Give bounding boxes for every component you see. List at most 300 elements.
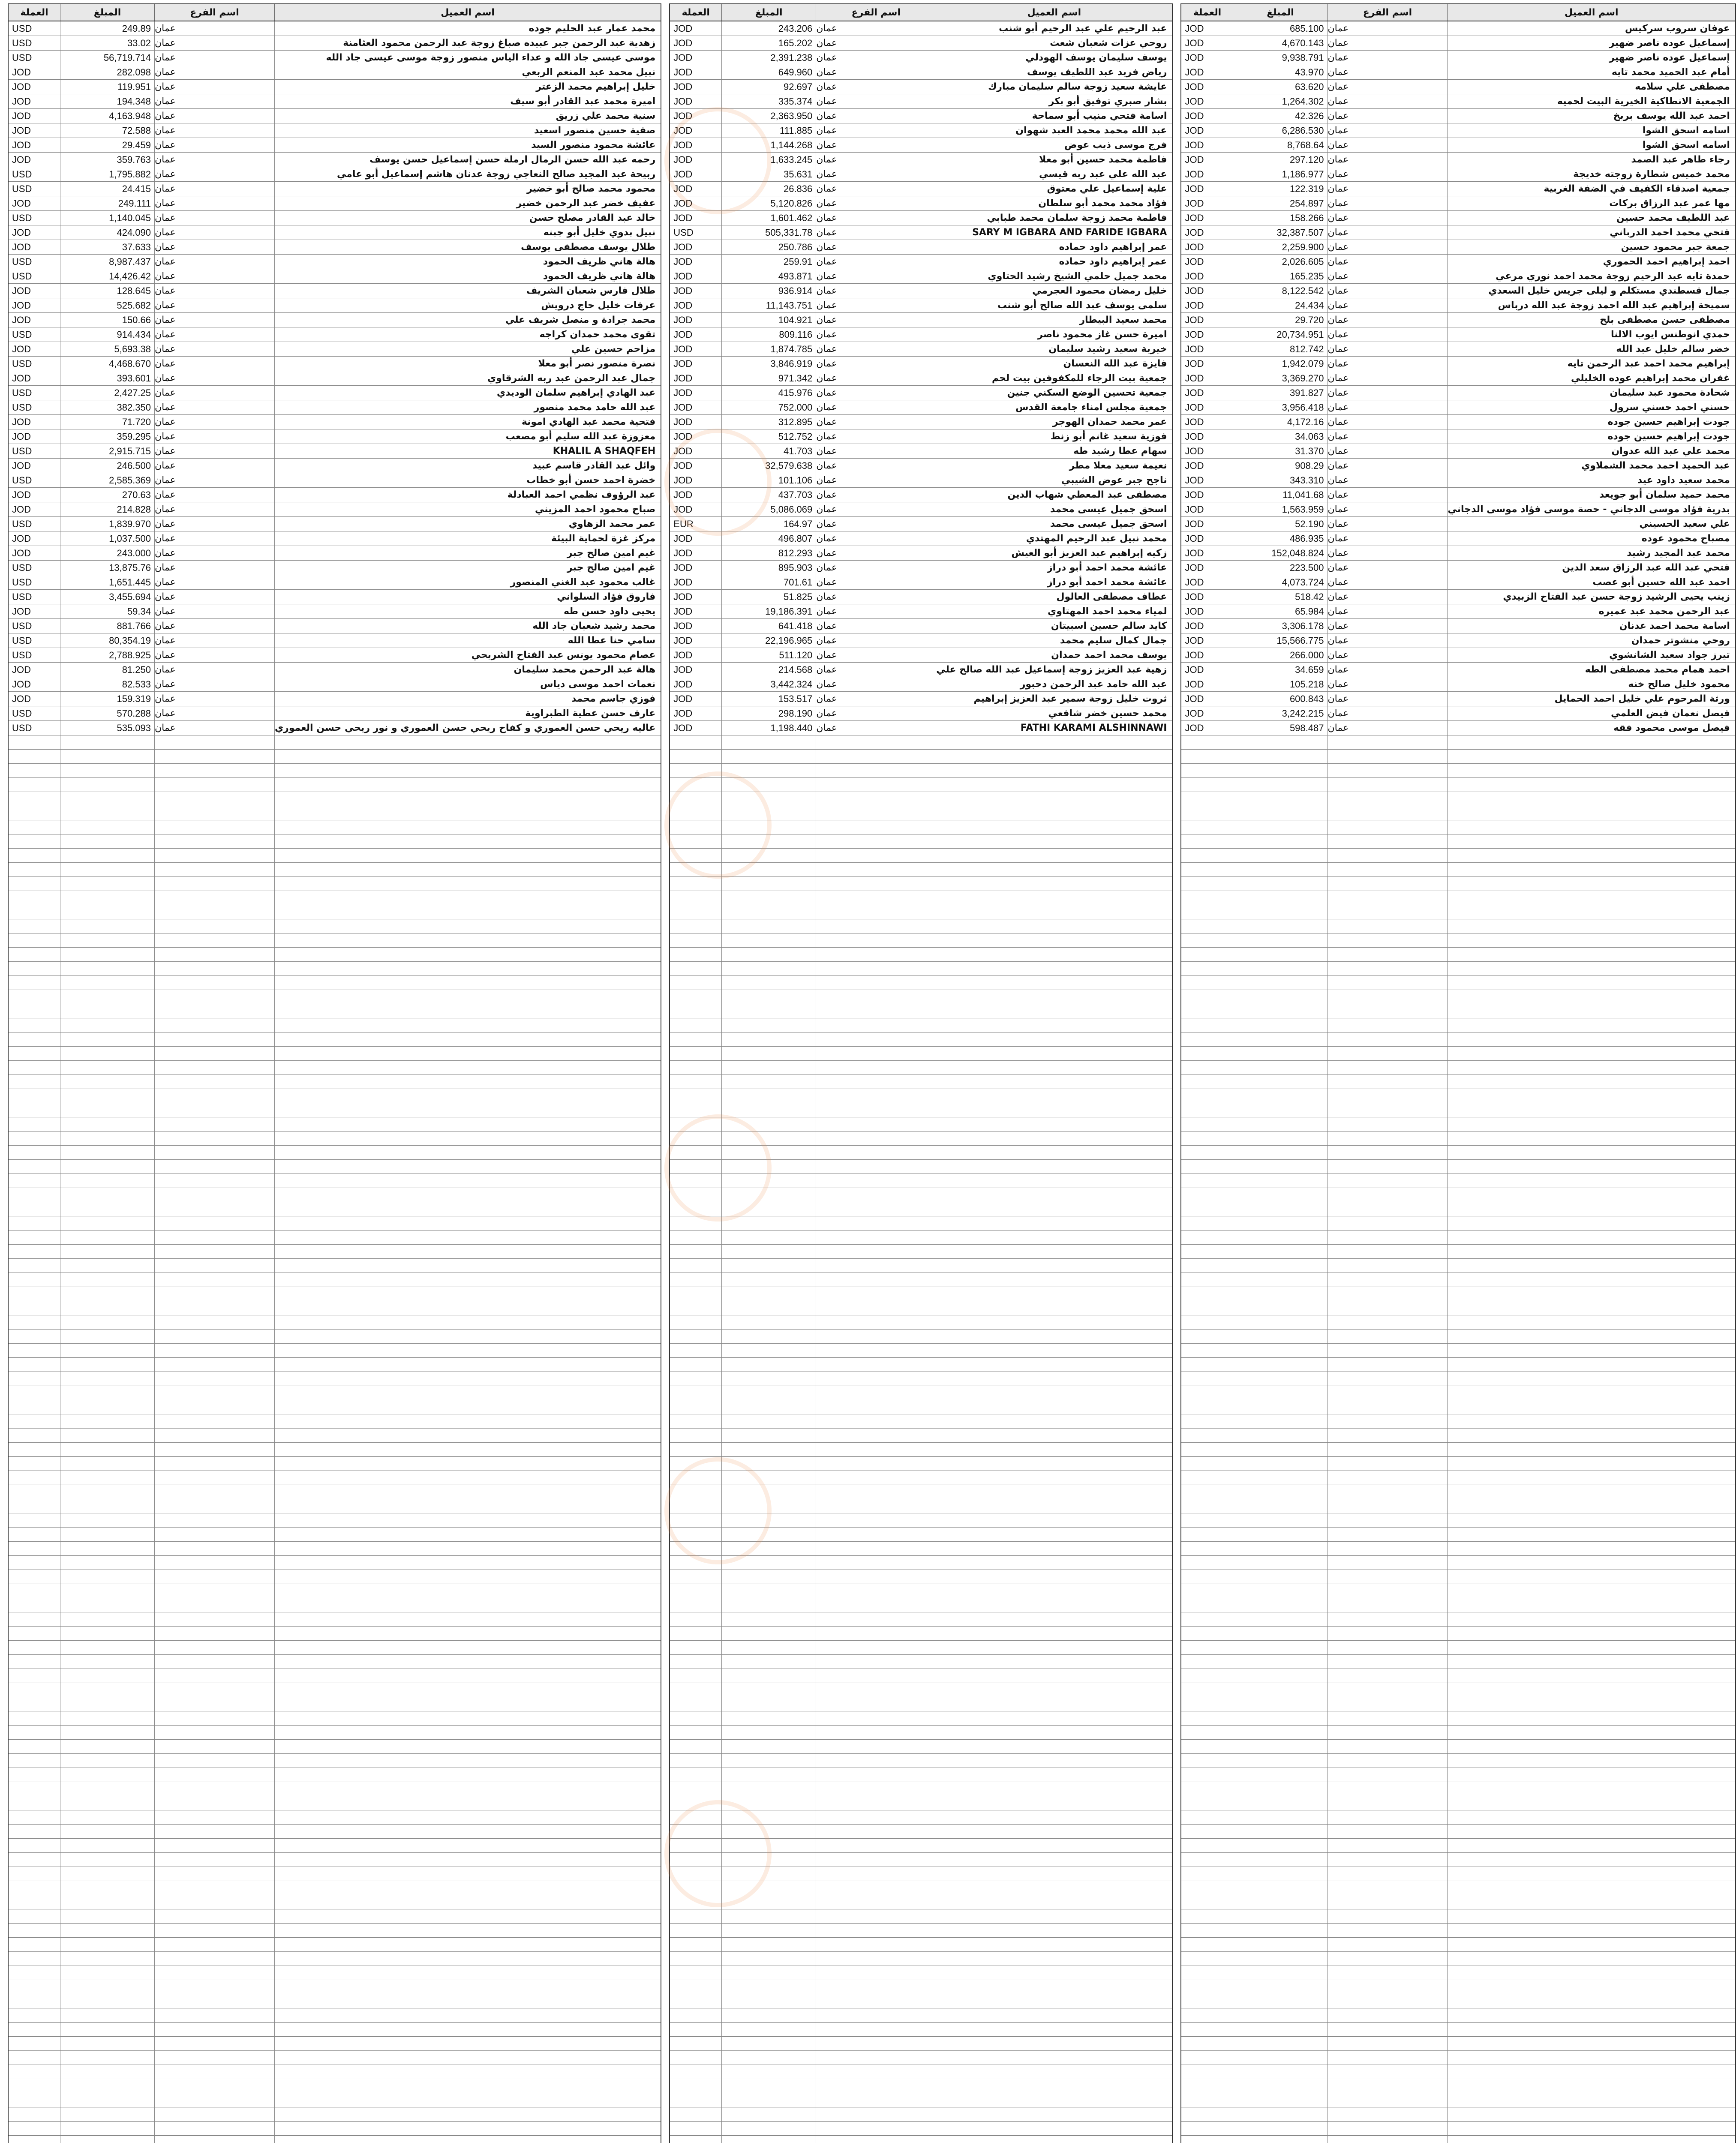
amount-cell: 2,026.605 xyxy=(1233,255,1327,269)
currency-cell: JOD xyxy=(1185,518,1204,529)
branch-cell: عمان xyxy=(1327,721,1447,735)
amount-cell: 415.976 xyxy=(721,386,816,400)
currency-cell: JOD xyxy=(673,81,693,92)
currency-cell: JOD xyxy=(673,474,693,486)
amount-cell: 9,938.791 xyxy=(1233,51,1327,65)
branch-cell: عمان xyxy=(816,36,936,50)
client-name-cell: فتحي محمد احمد الدرباني xyxy=(1447,225,1735,240)
currency-cell: JOD xyxy=(1185,96,1204,107)
client-name-cell: سلمى يوسف عبد الله صالح أبو شنب xyxy=(936,298,1172,312)
client-name-cell: محمد رشيد شعبان جاد الله xyxy=(274,619,661,633)
branch-cell: عمان xyxy=(1327,459,1447,473)
branch-cell: عمان xyxy=(154,386,274,400)
header-amount: المبلغ xyxy=(1233,4,1327,21)
client-name-cell: طلال يوسف مصطفى يوسف xyxy=(274,240,661,254)
table-row xyxy=(1181,269,1735,284)
client-name-cell: SARY M IGBARA AND FARIDE IGBARA xyxy=(936,225,1172,240)
currency-cell: JOD xyxy=(1185,693,1204,704)
branch-cell: عمان xyxy=(154,677,274,691)
table-row xyxy=(1181,590,1735,604)
table-body xyxy=(1181,21,1735,2143)
branch-cell: عمان xyxy=(154,94,274,108)
table-row xyxy=(9,80,661,94)
branch-cell: عمان xyxy=(816,619,936,633)
client-name-cell: عائشة محمد احمد أبو دراز xyxy=(936,561,1172,575)
amount-cell: 881.766 xyxy=(60,619,154,633)
currency-cell: JOD xyxy=(673,402,693,413)
branch-cell: عمان xyxy=(1327,342,1447,356)
branch-cell: عمان xyxy=(816,604,936,618)
currency-cell: JOD xyxy=(12,300,31,311)
amount-cell: 2,259.900 xyxy=(1233,240,1327,254)
client-name-cell: عمر إبراهيم داود حماده xyxy=(936,255,1172,269)
amount-cell: 13,875.76 xyxy=(60,561,154,575)
amount-cell: 2,788.925 xyxy=(60,648,154,662)
table-row xyxy=(1181,196,1735,211)
currency-cell: JOD xyxy=(12,431,31,442)
header-amount: المبلغ xyxy=(721,4,816,21)
amount-cell: 214.568 xyxy=(721,663,816,677)
branch-cell: عمان xyxy=(1327,94,1447,108)
client-name-cell: نعمات احمد موسى دياس xyxy=(274,677,661,691)
table-row xyxy=(1181,313,1735,327)
client-name-cell: محمد علي عبد الله عدوان xyxy=(1447,444,1735,458)
client-name-cell: يوسف سليمان يوسف الهودلي xyxy=(936,51,1172,65)
amount-cell: 486.935 xyxy=(1233,531,1327,546)
table-row xyxy=(1181,400,1735,415)
client-name-cell: بشار صبري توفيق أبو بكر xyxy=(936,94,1172,108)
table-row xyxy=(670,663,1172,677)
client-name-cell: وائل عبد القادر قاسم عبيد xyxy=(274,459,661,473)
table-row xyxy=(670,211,1172,225)
client-name-cell: عبد الله علي عبد ربه قيسي xyxy=(936,167,1172,181)
client-name-cell: عفيف خضر عبد الرحمن خضير xyxy=(274,196,661,210)
amount-cell: 391.827 xyxy=(1233,386,1327,400)
table-row xyxy=(9,706,661,721)
client-name-cell: اسحق جميل عيسى محمد xyxy=(936,517,1172,531)
table-row xyxy=(1181,342,1735,357)
branch-cell: عمان xyxy=(1327,517,1447,531)
branch-cell: عمان xyxy=(1327,604,1447,618)
table-row xyxy=(1181,415,1735,429)
currency-cell: JOD xyxy=(12,198,31,209)
branch-cell: عمان xyxy=(154,36,274,50)
amount-cell: 971.342 xyxy=(721,371,816,385)
client-name-cell: مصطفى حسن مصطفى بلح xyxy=(1447,313,1735,327)
amount-cell: 249.111 xyxy=(60,196,154,210)
branch-cell: عمان xyxy=(1327,692,1447,706)
branch-cell: عمان xyxy=(816,342,936,356)
client-name-cell: خالد عبد القادر مصلح حسن xyxy=(274,211,661,225)
amount-cell: 34.063 xyxy=(1233,429,1327,444)
amount-cell: 19,186.391 xyxy=(721,604,816,618)
amount-cell: 59.34 xyxy=(60,604,154,618)
branch-cell: عمان xyxy=(1327,561,1447,575)
branch-cell: عمان xyxy=(154,153,274,167)
currency-cell: JOD xyxy=(12,489,31,500)
client-name-cell: احمد همام محمد مصطفى الطه xyxy=(1447,663,1735,677)
branch-cell: عمان xyxy=(1327,575,1447,589)
client-name-cell: صفية حسين منصور اسعيد xyxy=(274,123,661,138)
currency-cell: JOD xyxy=(673,139,693,150)
currency-cell: JOD xyxy=(1185,678,1204,690)
table-row xyxy=(9,371,661,386)
table-row xyxy=(9,225,661,240)
table-row xyxy=(1181,721,1735,735)
client-name-cell: كايد سالم حسين اسبيتان xyxy=(936,619,1172,633)
branch-cell: عمان xyxy=(1327,327,1447,342)
header-branch: اسم الفرع xyxy=(816,4,936,21)
table-row xyxy=(670,65,1172,80)
table-row xyxy=(9,546,661,561)
client-name-cell: عبد الله محمد محمد العبد شهوان xyxy=(936,123,1172,138)
amount-cell: 270.63 xyxy=(60,488,154,502)
filler-column xyxy=(154,735,274,2143)
filler-column xyxy=(816,735,936,2143)
amount-cell: 128.645 xyxy=(60,284,154,298)
amount-cell: 4,163.948 xyxy=(60,109,154,123)
currency-cell: JOD xyxy=(673,606,693,617)
currency-cell: USD xyxy=(12,708,32,719)
table-row xyxy=(1181,706,1735,721)
client-name-cell: سهام عطا رشيد طه xyxy=(936,444,1172,458)
currency-cell: JOD xyxy=(1185,139,1204,150)
table-row xyxy=(9,298,661,313)
amount-cell: 359.295 xyxy=(60,429,154,444)
client-name-cell: يوسف محمد احمد حمدان xyxy=(936,648,1172,662)
amount-cell: 72.588 xyxy=(60,123,154,138)
table-row xyxy=(9,415,661,429)
amount-cell: 65.984 xyxy=(1233,604,1327,618)
filler-column xyxy=(9,735,60,2143)
branch-cell: عمان xyxy=(154,444,274,458)
amount-cell: 122.319 xyxy=(1233,182,1327,196)
branch-cell: عمان xyxy=(154,415,274,429)
currency-cell: JOD xyxy=(1185,227,1204,238)
branch-cell: عمان xyxy=(154,327,274,342)
table-row xyxy=(9,429,661,444)
amount-cell: 4,670.143 xyxy=(1233,36,1327,50)
amount-cell: 8,122.542 xyxy=(1233,284,1327,298)
branch-cell: عمان xyxy=(1327,633,1447,648)
client-name-cell: عمر محمد الزهاوي xyxy=(274,517,661,531)
currency-cell: USD xyxy=(12,168,32,180)
branch-cell: عمان xyxy=(1327,255,1447,269)
client-name-cell: عبد الرحمن محمد عبد عميره xyxy=(1447,604,1735,618)
branch-cell: عمان xyxy=(154,663,274,677)
branch-cell: عمان xyxy=(816,240,936,254)
table-row xyxy=(1181,357,1735,371)
header-amount: المبلغ xyxy=(60,4,154,21)
client-name-cell: خليل رمضان محمود العجرمي xyxy=(936,284,1172,298)
amount-cell: 3,242.215 xyxy=(1233,706,1327,720)
amount-cell: 14,426.42 xyxy=(60,269,154,283)
branch-cell: عمان xyxy=(154,429,274,444)
currency-cell: JOD xyxy=(1185,431,1204,442)
amount-cell: 194.348 xyxy=(60,94,154,108)
table-row xyxy=(670,240,1172,255)
branch-cell: عمان xyxy=(154,284,274,298)
branch-cell: عمان xyxy=(1327,21,1447,36)
client-name-cell: إبراهيم محمد احمد عبد الرحمن تايه xyxy=(1447,357,1735,371)
client-name-cell: محمد سعيد داود عيد xyxy=(1447,473,1735,487)
header-currency: العملة xyxy=(682,7,710,18)
client-name-cell: اميرة حسن غاز محمود ناصر xyxy=(936,327,1172,342)
client-name-cell: عبد الحميد احمد محمد الشملاوي xyxy=(1447,459,1735,473)
header-branch: اسم الفرع xyxy=(1327,4,1447,21)
client-name-cell: ناجح جبر عوض الشيبي xyxy=(936,473,1172,487)
currency-cell: USD xyxy=(12,635,32,646)
table-row xyxy=(1181,182,1735,196)
branch-cell: عمان xyxy=(816,721,936,735)
table-row xyxy=(670,604,1172,619)
branch-cell: عمان xyxy=(816,429,936,444)
table-row xyxy=(670,561,1172,575)
client-name-cell: مصطفى عبد المعطي شهاب الدين xyxy=(936,488,1172,502)
client-name-cell: FATHI KARAMI ALSHINNAWI xyxy=(936,721,1172,735)
table-row xyxy=(1181,677,1735,692)
client-name-cell: غيم امين صالح جبر xyxy=(274,561,661,575)
client-name-cell: علي سعيد الحسيني xyxy=(1447,517,1735,531)
currency-cell: JOD xyxy=(1185,635,1204,646)
amount-cell: 1,651.445 xyxy=(60,575,154,589)
currency-cell: JOD xyxy=(12,314,31,325)
currency-cell: USD xyxy=(12,722,32,733)
branch-cell: عمان xyxy=(1327,196,1447,210)
table-filler-lines xyxy=(1181,735,1735,2143)
amount-cell: 914.434 xyxy=(60,327,154,342)
table-row xyxy=(9,109,661,123)
branch-cell: عمان xyxy=(816,123,936,138)
currency-cell: JOD xyxy=(673,576,693,588)
branch-cell: عمان xyxy=(816,502,936,516)
client-name-cell: زينب يحيى الرشيد زوجة حسن عبد الفتاح الزبيدي xyxy=(1447,590,1735,604)
amount-cell: 254.897 xyxy=(1233,196,1327,210)
table-row xyxy=(9,65,661,80)
table-row xyxy=(670,196,1172,211)
branch-cell: عمان xyxy=(816,473,936,487)
currency-cell: JOD xyxy=(673,285,693,296)
table-row xyxy=(670,590,1172,604)
amount-cell: 312.895 xyxy=(721,415,816,429)
currency-cell: JOD xyxy=(1185,154,1204,165)
table-row xyxy=(1181,327,1735,342)
filler-column xyxy=(274,735,661,2143)
header-name: اسم العميل xyxy=(274,4,661,21)
branch-cell: عمان xyxy=(816,517,936,531)
client-name-cell: غالب محمود عبد الغني المنصور xyxy=(274,575,661,589)
branch-cell: عمان xyxy=(816,298,936,312)
currency-cell: JOD xyxy=(12,664,31,675)
branch-cell: عمان xyxy=(154,80,274,94)
client-name-cell: تيرز جواد سعيد الشانشوي xyxy=(1447,648,1735,662)
amount-cell: 165.202 xyxy=(721,36,816,50)
table-row xyxy=(9,182,661,196)
amount-cell: 81.250 xyxy=(60,663,154,677)
client-name-cell: عاليه ريحي حسن العموري و كفاح ريحي حسن العموري و نور ريحي حسن العموري xyxy=(274,721,661,735)
client-name-cell: شحادة محمود عبد سليمان xyxy=(1447,386,1735,400)
amount-cell: 2,427.25 xyxy=(60,386,154,400)
amount-cell: 649.960 xyxy=(721,65,816,79)
currency-cell: JOD xyxy=(1185,547,1204,558)
table-row xyxy=(670,706,1172,721)
client-name-cell: عبد الرحيم علي عبد الرحيم أبو شنب xyxy=(936,21,1172,36)
currency-cell: JOD xyxy=(12,154,31,165)
client-name-cell: محمد خميس شطارة زوجته خديجة xyxy=(1447,167,1735,181)
branch-cell: عمان xyxy=(154,240,274,254)
branch-cell: عمان xyxy=(816,313,936,327)
table-row xyxy=(670,488,1172,502)
branch-cell: عمان xyxy=(154,109,274,123)
table-row xyxy=(1181,604,1735,619)
branch-cell: عمان xyxy=(816,633,936,648)
amount-cell: 4,073.724 xyxy=(1233,575,1327,589)
amount-cell: 56,719.714 xyxy=(60,51,154,65)
currency-cell: JOD xyxy=(1185,329,1204,340)
client-name-cell: جمال قسطندي مستكلم و ليلى جريس خليل السعدي xyxy=(1447,284,1735,298)
client-name-cell: ورثة المرحوم علي خليل احمد الحمايل xyxy=(1447,692,1735,706)
currency-cell: JOD xyxy=(12,110,31,121)
table-row xyxy=(670,284,1172,298)
currency-cell: JOD xyxy=(1185,343,1204,354)
table-row xyxy=(9,604,661,619)
filler-column xyxy=(60,735,154,2143)
client-name-cell: خضرة احمد حسن أبو خطاب xyxy=(274,473,661,487)
branch-cell: عمان xyxy=(154,590,274,604)
branch-cell: عمان xyxy=(154,648,274,662)
currency-cell: JOD xyxy=(673,562,693,573)
branch-cell: عمان xyxy=(1327,269,1447,283)
currency-cell: JOD xyxy=(1185,23,1204,34)
amount-cell: 505,331.78 xyxy=(721,225,816,240)
amount-cell: 165.235 xyxy=(1233,269,1327,283)
currency-cell: JOD xyxy=(673,168,693,180)
branch-cell: عمان xyxy=(1327,473,1447,487)
amount-cell: 15,566.775 xyxy=(1233,633,1327,648)
currency-cell: USD xyxy=(12,562,32,573)
filler-column xyxy=(670,735,721,2143)
client-name-cell: فاطمة محمد حسين أبو معلا xyxy=(936,153,1172,167)
table-row xyxy=(670,444,1172,459)
currency-cell: USD xyxy=(12,620,32,631)
currency-cell: JOD xyxy=(1185,649,1204,660)
branch-cell: عمان xyxy=(154,138,274,152)
branch-cell: عمان xyxy=(154,721,274,735)
branch-cell: عمان xyxy=(1327,531,1447,546)
branch-cell: عمان xyxy=(154,706,274,720)
currency-cell: USD xyxy=(12,212,32,223)
branch-cell: عمان xyxy=(816,167,936,181)
currency-cell: JOD xyxy=(12,285,31,296)
currency-cell: USD xyxy=(12,52,32,63)
branch-cell: عمان xyxy=(816,153,936,167)
branch-cell: عمان xyxy=(154,21,274,36)
branch-cell: عمان xyxy=(1327,284,1447,298)
table-row xyxy=(1181,240,1735,255)
currency-cell: JOD xyxy=(673,489,693,500)
table-row xyxy=(9,692,661,706)
currency-cell: JOD xyxy=(1185,198,1204,209)
amount-cell: 908.29 xyxy=(1233,459,1327,473)
branch-cell: عمان xyxy=(1327,429,1447,444)
currency-cell: JOD xyxy=(673,504,693,515)
branch-cell: عمان xyxy=(816,546,936,560)
amount-cell: 4,172.16 xyxy=(1233,415,1327,429)
table-row xyxy=(9,138,661,153)
branch-cell: عمان xyxy=(154,575,274,589)
branch-cell: عمان xyxy=(154,546,274,560)
branch-cell: عمان xyxy=(1327,400,1447,414)
table-filler-lines xyxy=(670,735,1172,2143)
client-name-cell: عبد الهادي إبراهيم سلمان الوديدي xyxy=(274,386,661,400)
currency-cell: JOD xyxy=(673,678,693,690)
branch-cell: عمان xyxy=(1327,182,1447,196)
currency-cell: JOD xyxy=(1185,358,1204,369)
client-name-cell: محمد جميل حلمي الشيخ رشيد الحتاوي xyxy=(936,269,1172,283)
amount-cell: 246.500 xyxy=(60,459,154,473)
amount-cell: 35.631 xyxy=(721,167,816,181)
amount-cell: 153.517 xyxy=(721,692,816,706)
client-name-cell: بدرية فؤاد موسى الدجاني - حصة موسى فؤاد موسى الدجاني xyxy=(1447,502,1735,516)
amount-cell: 600.843 xyxy=(1233,692,1327,706)
branch-cell: عمان xyxy=(154,371,274,385)
client-name-cell: جمال كمال سليم محمد xyxy=(936,633,1172,648)
currency-cell: JOD xyxy=(1185,300,1204,311)
amount-cell: 80,354.19 xyxy=(60,633,154,648)
client-name-cell: جمعية بيت الرجاء للمكفوفين بيت لحم xyxy=(936,371,1172,385)
currency-cell: JOD xyxy=(1185,722,1204,733)
table-row xyxy=(9,269,661,284)
branch-cell: عمان xyxy=(1327,357,1447,371)
client-name-cell: فاطمة محمد زوجة سلمان محمد طبابي xyxy=(936,211,1172,225)
branch-cell: عمان xyxy=(1327,502,1447,516)
amount-cell: 3,846.919 xyxy=(721,357,816,371)
client-name-cell: فتحي عبد الله عبد الرزاق سعد الدين xyxy=(1447,561,1735,575)
branch-cell: عمان xyxy=(816,109,936,123)
table-row xyxy=(670,429,1172,444)
currency-cell: JOD xyxy=(673,431,693,442)
amount-cell: 518.42 xyxy=(1233,590,1327,604)
table-row xyxy=(1181,444,1735,459)
currency-cell: JOD xyxy=(673,212,693,223)
table-row xyxy=(670,225,1172,240)
currency-cell: JOD xyxy=(673,125,693,136)
currency-cell: JOD xyxy=(12,606,31,617)
currency-cell: USD xyxy=(12,649,32,660)
amount-cell: 158.266 xyxy=(1233,211,1327,225)
client-name-cell: اسامه اسحق الشوا xyxy=(1447,138,1735,152)
branch-cell: عمان xyxy=(1327,619,1447,633)
table-row xyxy=(670,633,1172,648)
amount-cell: 29.720 xyxy=(1233,313,1327,327)
currency-cell: JOD xyxy=(673,533,693,544)
branch-cell: عمان xyxy=(154,196,274,210)
currency-cell: JOD xyxy=(1185,241,1204,252)
client-name-cell: جمعية تحسين الوضع السكني جنين xyxy=(936,386,1172,400)
table-row xyxy=(1181,167,1735,182)
client-name-cell: هالة عبد الرحمن محمد سليمان xyxy=(274,663,661,677)
amount-cell: 34.659 xyxy=(1233,663,1327,677)
currency-cell: JOD xyxy=(1185,81,1204,92)
branch-cell: عمان xyxy=(1327,371,1447,385)
table-row xyxy=(1181,94,1735,109)
client-name-cell: فوزية سعيد غانم أبو زنط xyxy=(936,429,1172,444)
client-name-cell: موسى عيسى جاد الله و عداء الياس منصور زوجة موسى عيسى جاد الله xyxy=(274,51,661,65)
amount-cell: 32,387.507 xyxy=(1233,225,1327,240)
currency-cell: USD xyxy=(12,402,32,413)
table-row xyxy=(1181,633,1735,648)
table-header xyxy=(9,4,661,21)
